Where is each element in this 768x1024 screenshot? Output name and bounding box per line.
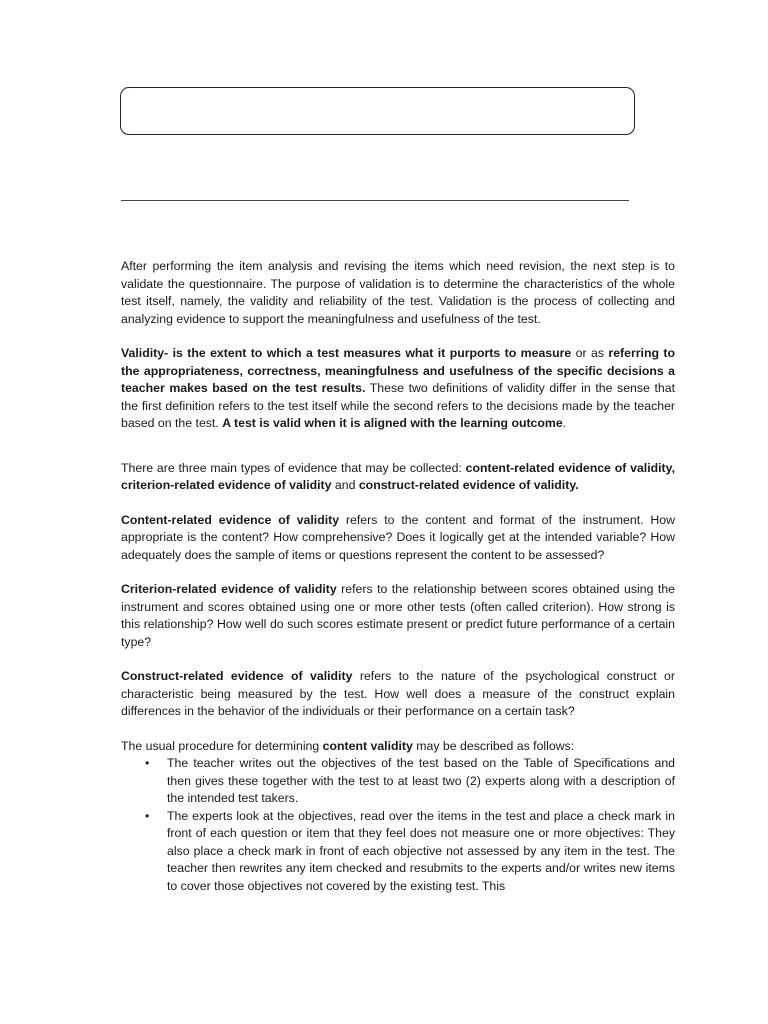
document-body bbox=[121, 258, 675, 895]
criterion-validity-text: refers to the relationship between scores obtained using the instrument and scores obtained using one or more other tests (often called criterion). How strong is this relationship? How well do such scores estimate present or predict future performance of a certain type? bbox=[121, 582, 675, 649]
content-validity-text: refers to the content and format of the instrument. How appropriate is the content? How comprehensive? Does it logically get at the intended variable? How adequately does the sample of items or questions represent the content to be assessed? bbox=[121, 512, 675, 562]
procedure-term: content validity bbox=[322, 738, 413, 753]
construct-validity-text: refers to the nature of the psychological construct or characteristic being measured by the test. How well does a measure of the construct explain differences in the behavior of the individuals or their performance on a certain task? bbox=[121, 669, 675, 718]
procedure-tail: may be described as follows: bbox=[412, 738, 575, 753]
validity-paragraph bbox=[121, 345, 675, 433]
criterion-validity-paragraph bbox=[121, 581, 675, 651]
criterion-validity-term: Criterion-related evidence of validity bbox=[121, 582, 337, 596]
types-list-2: construct-related evidence of validity. bbox=[358, 478, 579, 492]
procedure-lead: The usual procedure for determining bbox=[121, 738, 323, 753]
validity-term: Validity- bbox=[121, 346, 169, 360]
list-item-text: The teacher writes out the objectives of the test based on the Table of Specifications and then gives these together with the test to at least two (2) experts along with a description of the intended test takers. bbox=[167, 756, 675, 805]
procedure-paragraph bbox=[121, 738, 675, 756]
validity-explanation: These two definitions of validity differ in the sense that the first definition refers to the test itself while the second refers to the decisions made by the teacher based on the test. bbox=[121, 381, 676, 430]
list-item bbox=[121, 755, 675, 808]
construct-validity-paragraph bbox=[121, 668, 675, 721]
types-paragraph bbox=[121, 460, 675, 495]
validity-period: . bbox=[562, 416, 567, 430]
validity-definition-2: referring to the appropriateness, correctness, meaningfulness and usefulness of the specific decisions a teacher makes based on the test results. bbox=[121, 346, 676, 395]
title-box bbox=[120, 87, 635, 135]
list-item-text: The experts look at the objectives, read over the items in the test and place a check mark in front of each question or item that they feel does not measure one or more objectives: They also place a check mark in front of each objective not assessed by any item in the test. The teacher then rewrites any item checked and resubmits to the experts and/or writes new items to cover those objectives not covered by the existing test. This bbox=[167, 808, 675, 893]
types-and: and bbox=[331, 478, 359, 492]
content-validity-paragraph bbox=[121, 512, 675, 565]
intro-paragraph: After performing the item analysis and revising the items which need revision, the next step is to validate the questionnaire. The purpose of validation is to determine the characteristics of the whole test itself, namely, the validity and reliability of the test. Validation is the process of collecting and analyzing evidence to support the meaningfulness and usefulness of the test. bbox=[121, 259, 675, 326]
validity-conclusion: A test is valid when it is aligned with the learning outcome bbox=[222, 416, 563, 430]
horizontal-rule bbox=[121, 200, 629, 201]
bullet-icon: • bbox=[145, 756, 150, 770]
procedure-steps-list bbox=[121, 755, 675, 895]
content-validity-term: Content-related evidence of validity bbox=[121, 512, 340, 527]
validity-definition-1: is the extent to which a test measures what it purports to measure bbox=[168, 346, 572, 360]
types-lead: There are three main types of evidence that may be collected: bbox=[121, 460, 466, 475]
construct-validity-term: Construct-related evidence of validity bbox=[121, 669, 353, 683]
list-item bbox=[121, 808, 675, 896]
bullet-icon: • bbox=[145, 808, 150, 823]
types-list-1: content-related evidence of validity, criterion-related evidence of validity bbox=[121, 460, 675, 492]
validity-connector: or as bbox=[571, 346, 609, 360]
